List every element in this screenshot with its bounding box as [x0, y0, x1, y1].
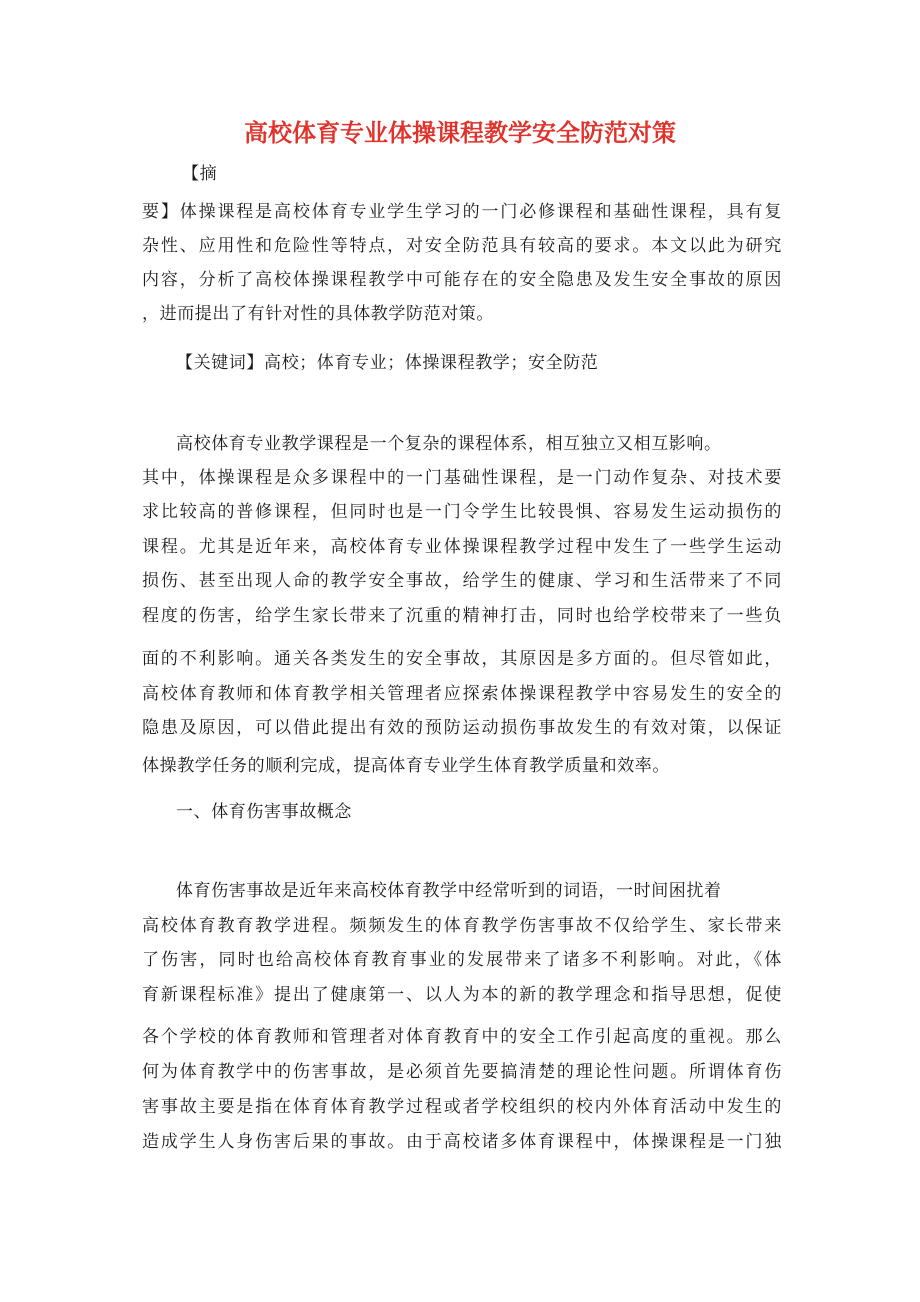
intro-line: 面的不利影响。通关各类发生的安全事故，其原因是多方面的。但尽管如此，: [142, 649, 782, 669]
section-line: 了伤害，同时也给高校体育教育事业的发展带来了诸多不利影响。对此，《体: [142, 950, 782, 970]
abstract-line: 杂性、应用性和危险性等特点，对安全防范具有较高的要求。本文以此为研究: [142, 236, 782, 256]
abstract-label: 【摘: [182, 164, 218, 184]
section-line: 育新课程标准》提出了健康第一、以人为本的新的教学理念和指导思想，促使: [142, 985, 782, 1005]
section-line: 高校体育教育教学进程。频频发生的体育教学伤害事故不仅给学生、家长带来: [142, 916, 782, 936]
document-title: 高校体育专业体操课程教学安全防范对策: [244, 119, 676, 147]
intro-line: 求比较高的普修课程，但同时也是一门令学生比较畏惧、容易发生运动损伤的: [142, 502, 782, 522]
keywords-line: 【关键词】高校；体育专业；体操课程教学；安全防范: [176, 353, 599, 373]
section-line: 何为体育教学中的伤害事故，是必须首先要搞清楚的理论性问题。所谓体育伤: [142, 1062, 782, 1082]
intro-line: 高校体育专业教学课程是一个复杂的课程体系，相互独立又相互影响。: [176, 434, 722, 454]
intro-line: 其中，体操课程是众多课程中的一门基础性课程，是一门动作复杂、对技术要: [142, 468, 782, 488]
section-line: 各个学校的体育教师和管理者对体育教育中的安全工作引起高度的重视。那么: [142, 1027, 782, 1047]
intro-line: 体操教学任务的顺利完成，提高体育专业学生体育教学质量和效率。: [142, 756, 670, 776]
abstract-line: 要】体操课程是高校体育专业学生学习的一门必修课程和基础性课程，具有复: [142, 202, 782, 222]
abstract-line: ，进而提出了有针对性的具体教学防范对策。: [142, 304, 494, 324]
section-line: 体育伤害事故是近年来高校体育教学中经常听到的词语，一时间困扰着: [176, 881, 722, 901]
intro-line: 隐患及原因，可以借此提出有效的预防运动损伤事故发生的有效对策，以保证: [142, 718, 782, 738]
section-line: 造成学生人身伤害后果的事故。由于高校诸多体育课程中，体操课程是一门独: [142, 1132, 782, 1152]
intro-line: 课程。尤其是近年来，高校体育专业体操课程教学过程中发生了一些学生运动: [142, 537, 782, 557]
section-line: 害事故主要是指在体育体育教学过程或者学校组织的校内外体育活动中发生的: [142, 1097, 782, 1117]
section-heading: 一、体育伤害事故概念: [176, 802, 352, 822]
intro-line: 损伤、甚至出现人命的教学安全事故，给学生的健康、学习和生活带来了不同: [142, 571, 782, 591]
abstract-line: 内容，分析了高校体操课程教学中可能存在的安全隐患及发生安全事故的原因: [142, 270, 782, 290]
intro-line: 程度的伤害，给学生家长带来了沉重的精神打击，同时也给学校带来了一些负: [142, 606, 782, 626]
intro-line: 高校体育教师和体育教学相关管理者应探索体操课程教学中容易发生的安全的: [142, 684, 782, 704]
